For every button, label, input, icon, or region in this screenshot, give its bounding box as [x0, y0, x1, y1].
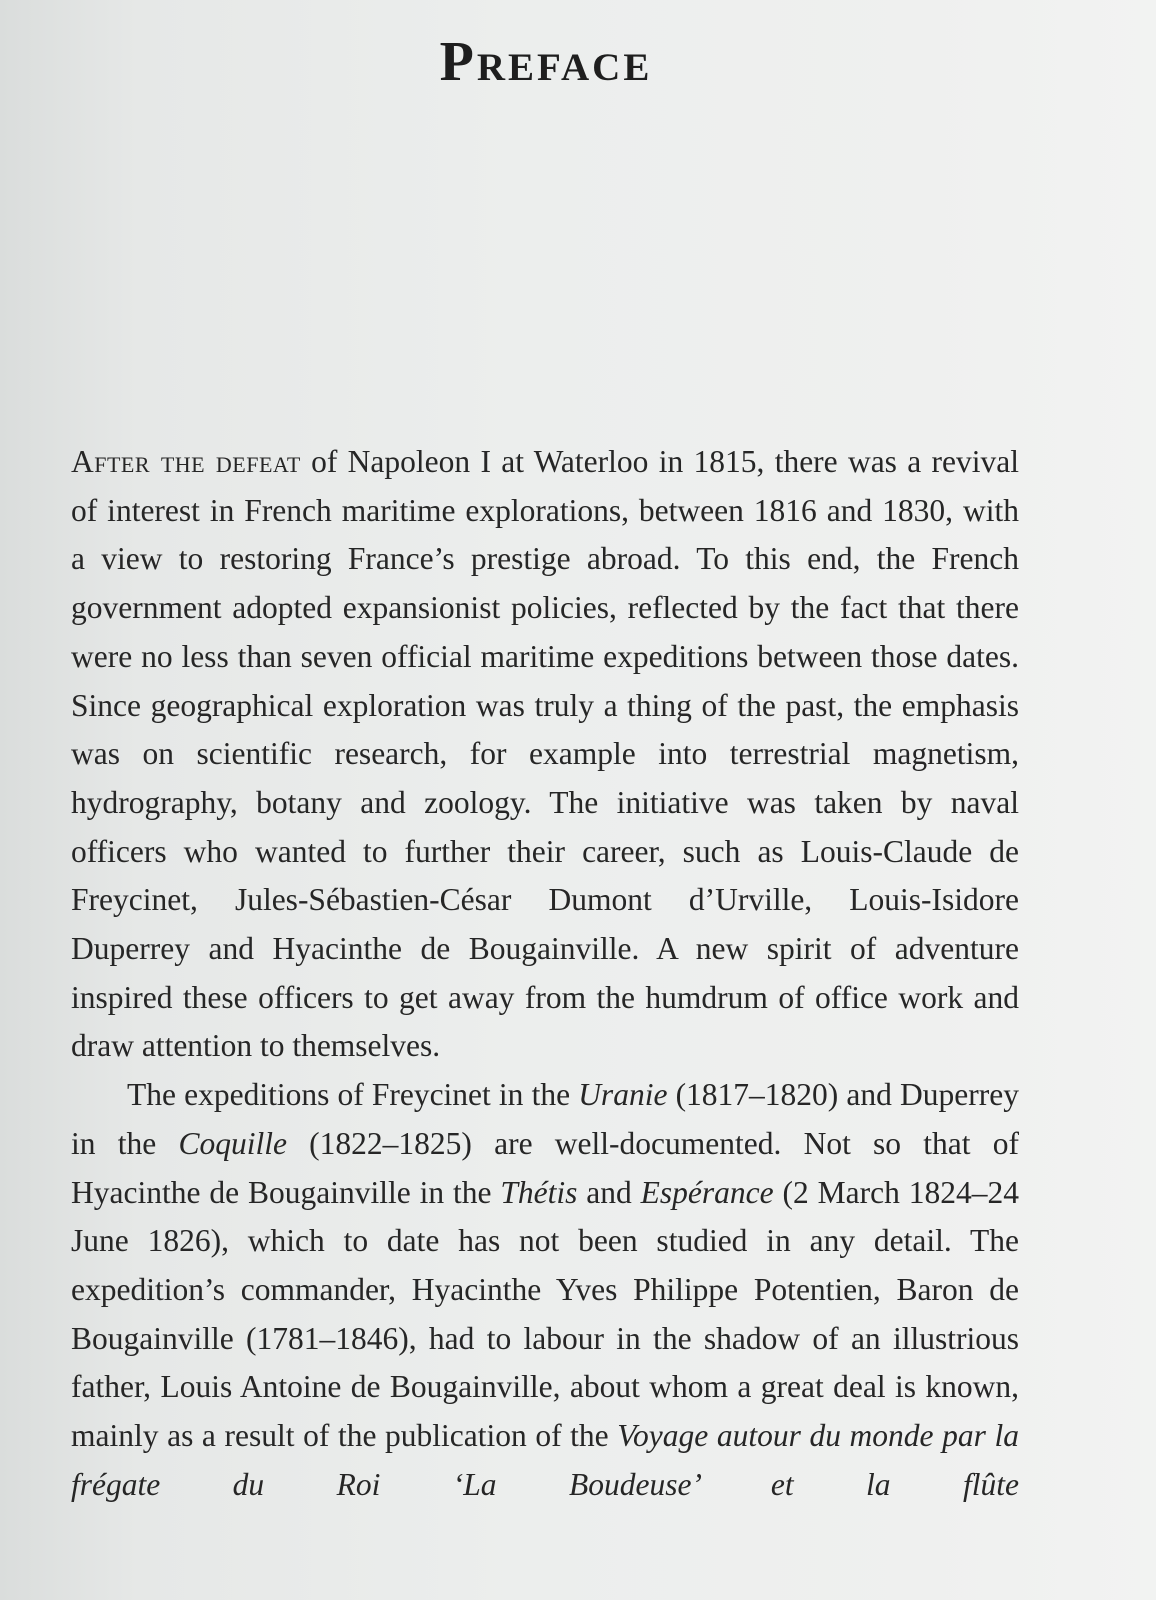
paragraph-2-text-3: (1822–1825) are well-documented. Not so that of Hyacinthe de Bougainville in the [71, 1125, 1019, 1210]
paragraph-2-text-1: The expeditions of Freycinet in the [127, 1077, 579, 1113]
ship-name-coquille: Coquille [178, 1125, 287, 1161]
paragraph-2-text-5: (2 March 1824–24 June 1826), which to date has not been studied in any detail. The expedition’s commander, Hyacinthe Yves Philippe Potentien, Baron de Bougainville (1781–1846), had to labour in the shadow of an illustrious father, Louis Antoine de Bougainville, about whom a great deal is known, mainly as a result of the publication of the [71, 1174, 1020, 1454]
lead-in-small-caps: After the defeat [71, 444, 301, 479]
paragraph-1-text: of Napoleon I at Waterloo in 1815, there was a revival of interest in French maritime explorations, between 1816 and 1830, with a view to restoring France’s prestige abroad. To this end, the French government adopted expansionist policies, reflected by the fact that there were no less than seven official maritime expeditions between those dates. Since geographical exploration was truly a thing of the past, the emphasis was on scientific research, for example into terrestrial magnetism, hydrography, botany and zoology. The initiative was taken by naval officers who wanted to further their career, such as Louis-Claude de Freycinet, Jules-Sébastien-César Dumont d’Urville, Louis-Isidore Duperrey and Hyacinthe de Bougainville. A new spirit of adventure inspired these officers to get away from the humdrum of office work and draw attention to themselves. [71, 444, 1019, 1064]
paragraph-2-text-4: and [577, 1174, 641, 1210]
ship-name-uranie: Uranie [578, 1077, 668, 1113]
body-text [71, 438, 1019, 1509]
ship-name-thetis: Thétis [500, 1174, 578, 1210]
paragraph-2 [71, 1071, 1019, 1509]
paragraph-1 [71, 438, 1019, 1071]
page-title: Preface [439, 31, 653, 93]
ship-name-esperance: Espérance [640, 1174, 774, 1210]
book-title-voyage: Voyage autour du monde par la frégate du Roi ‘La Boudeuse’ et la flûte [71, 1418, 1020, 1502]
paragraph-2-text-2: (1817–1820) and Duperrey in the [71, 1077, 1019, 1161]
